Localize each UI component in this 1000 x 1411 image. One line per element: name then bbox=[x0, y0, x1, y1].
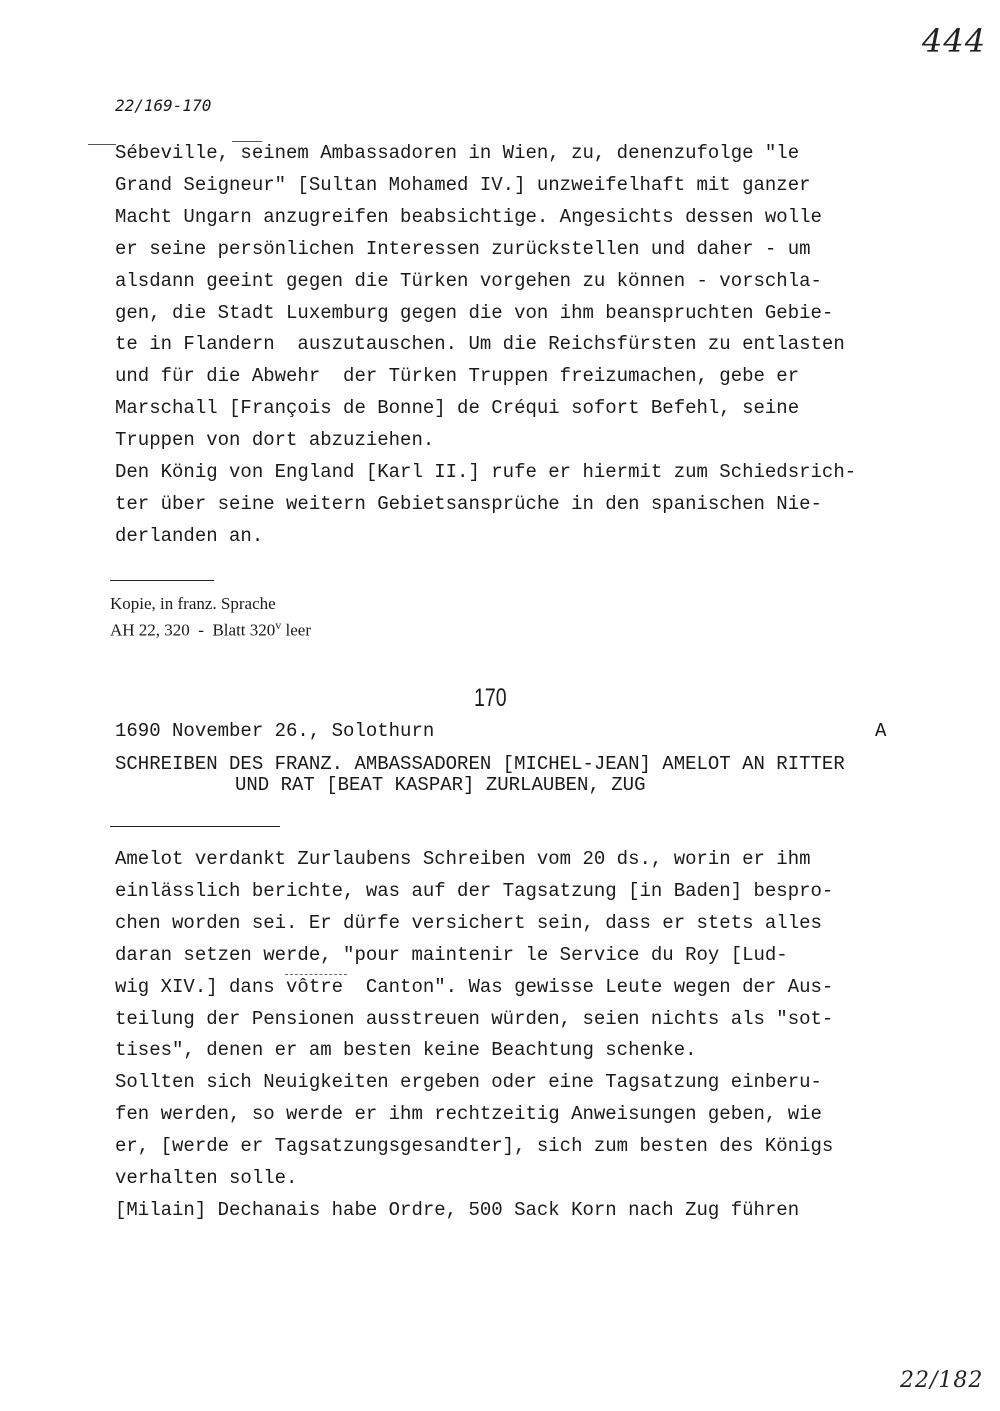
document-170-text bbox=[115, 844, 915, 1227]
doc169-line: gen, die Stadt Luxemburg gegen die von ihm beanspruchten Gebie- bbox=[115, 301, 834, 324]
doc170-line: fen werden, so werde er ihm rechtzeitig Anweisungen geben, wie bbox=[115, 1103, 822, 1126]
separator-line bbox=[110, 580, 214, 581]
scan-mark bbox=[285, 974, 347, 975]
doc170-line: tises", denen er am besten keine Beachtung schenke. bbox=[115, 1039, 697, 1062]
doc169-line: Sébeville, seinem Ambassadoren in Wien, zu, denenzufolge "le bbox=[115, 142, 800, 164]
doc169-line: Grand Seigneur" [Sultan Mohamed IV.] unzweifelhaft mit ganzer bbox=[115, 173, 811, 196]
source-note-line-2 bbox=[110, 614, 311, 642]
doc170-line: einlässlich berichte, was auf der Tagsatzung [in Baden] bespro- bbox=[115, 879, 834, 902]
document-169-text bbox=[115, 138, 915, 553]
document-title-line-1: SCHREIBEN DES FRANZ. AMBASSADOREN [MICHEL-JEAN] AMELOT AN RITTER bbox=[115, 753, 845, 775]
date-place: 1690 November 26., Solothurn bbox=[115, 720, 435, 742]
doc170-line: er, [werde er Tagsatzungsgesandter], sich zum besten des Königs bbox=[115, 1135, 834, 1158]
doc169-line: te in Flandern auszutauschen. Um die Reichsfürsten zu entlasten bbox=[115, 333, 845, 356]
doc169-line: Truppen von dort abzuziehen. bbox=[115, 429, 435, 452]
doc169-line: ter über seine weitern Gebietsansprüche in den spanischen Nie- bbox=[115, 492, 822, 515]
document-type-letter: A bbox=[875, 720, 887, 742]
doc169-line: alsdann geeint gegen die Türken vorgehen zu können - vorschla- bbox=[115, 269, 822, 292]
doc170-line: teilung der Pensionen ausstreuen würden, seien nichts als "sot- bbox=[115, 1007, 834, 1030]
doc170-line: chen worden sei. Er dürfe versichert sein, dass er stets alles bbox=[115, 911, 822, 934]
doc169-line: derlanden an. bbox=[115, 524, 264, 547]
handwritten-page-number: 444 bbox=[922, 22, 987, 60]
doc169-line: Marschall [François de Bonne] de Créqui sofort Befehl, seine bbox=[115, 397, 800, 420]
doc169-line: Macht Ungarn anzugreifen beabsichtige. Angesichts dessen wolle bbox=[115, 205, 822, 228]
doc170-line: daran setzen werde, "pour maintenir le Service du Roy [Lud- bbox=[115, 943, 788, 966]
verso-superscript: v bbox=[275, 618, 282, 632]
source-note-end: leer bbox=[281, 620, 312, 640]
source-note-line-1: Kopie, in franz. Sprache bbox=[110, 594, 276, 613]
document-number: 170 bbox=[474, 684, 507, 712]
document-title-line-2: UND RAT [BEAT KASPAR] ZURLAUBEN, ZUG bbox=[235, 774, 646, 796]
document-reference: 22/169-170 bbox=[115, 96, 212, 115]
archive-stamp: 22/182 bbox=[900, 1368, 984, 1393]
doc170-line: Amelot verdankt Zurlaubens Schreiben vom 20 ds., worin er ihm bbox=[115, 848, 811, 870]
doc170-line: Sollten sich Neuigkeiten ergeben oder eine Tagsatzung einberu- bbox=[115, 1071, 822, 1094]
source-note-text: AH 22, 320 - Blatt 320 bbox=[110, 620, 276, 640]
doc170-line: wig XIV.] dans vôtre Canton". Was gewisse Leute wegen der Aus- bbox=[115, 975, 834, 998]
doc170-line: verhalten solle. bbox=[115, 1167, 298, 1190]
doc170-line: [Milain] Dechanais habe Ordre, 500 Sack Korn nach Zug führen bbox=[115, 1198, 800, 1221]
separator-line bbox=[110, 826, 280, 827]
scan-mark bbox=[88, 144, 116, 145]
doc169-line: er seine persönlichen Interessen zurückstellen und daher - um bbox=[115, 237, 811, 260]
doc169-line: Den König von England [Karl II.] rufe er hiermit zum Schiedsrich- bbox=[115, 461, 857, 484]
doc169-line: und für die Abwehr der Türken Truppen freizumachen, gebe er bbox=[115, 365, 800, 388]
